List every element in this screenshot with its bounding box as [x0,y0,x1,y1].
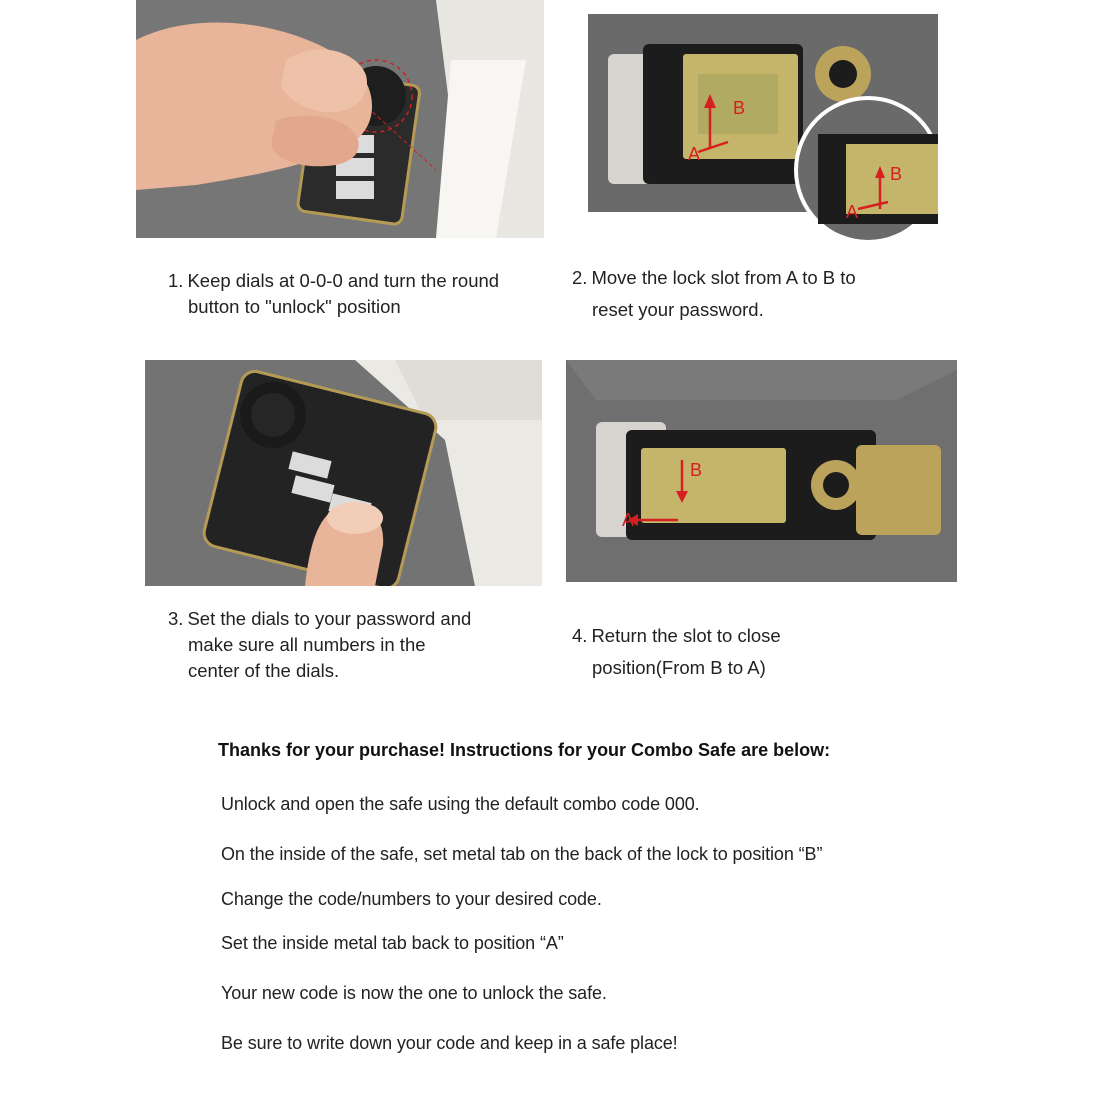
caption-line: button to "unlock" position [188,296,401,317]
lock-slot-a-to-b-photo [588,14,938,246]
step-4-caption [572,623,781,681]
marker-b-label: B [690,460,703,480]
step-2-caption [572,265,856,323]
instruction-step: On the inside of the safe, set metal tab on the back of the lock to position “B” [221,844,823,864]
instruction-step: Unlock and open the safe using the default combo code 000. [221,794,700,814]
instructions-intro: Thanks for your purchase! Instructions for your Combo Safe are below: [218,740,831,760]
instruction-step: Set the inside metal tab back to position “A” [221,933,564,953]
instruction-step: Be sure to write down your code and keep in a safe place! [221,1033,678,1053]
step-number: 3. [168,608,184,629]
caption-line: Return the slot to close [591,625,781,646]
marker-a-label: A [622,510,635,530]
step-number: 4. [572,625,588,646]
step-number: 2. [572,267,588,288]
instruction-step: Your new code is now the one to unlock the safe. [221,983,607,1003]
marker-a-zoom-label: A [846,202,859,222]
finger-setting-dials-photo [145,360,542,586]
step-3-caption [168,606,471,684]
caption-line: center of the dials. [188,660,340,681]
caption-line: Move the lock slot from A to B to [591,267,856,288]
marker-b-zoom-label: B [890,164,903,184]
marker-a-label: A [688,144,701,164]
caption-line: Keep dials at 0-0-0 and turn the round [187,270,500,291]
caption-line: position(From B to A) [592,657,766,678]
caption-line: make sure all numbers in the [188,634,426,655]
caption-line: reset your password. [592,299,764,320]
caption-line: Set the dials to your password and [187,608,472,629]
lock-slot-b-to-a-photo [566,360,957,582]
instruction-step: Change the code/numbers to your desired code. [221,889,602,909]
step-1-caption [168,268,499,320]
hand-turning-knob-photo [136,0,544,238]
marker-b-label: B [733,98,746,118]
step-number: 1. [168,270,184,291]
